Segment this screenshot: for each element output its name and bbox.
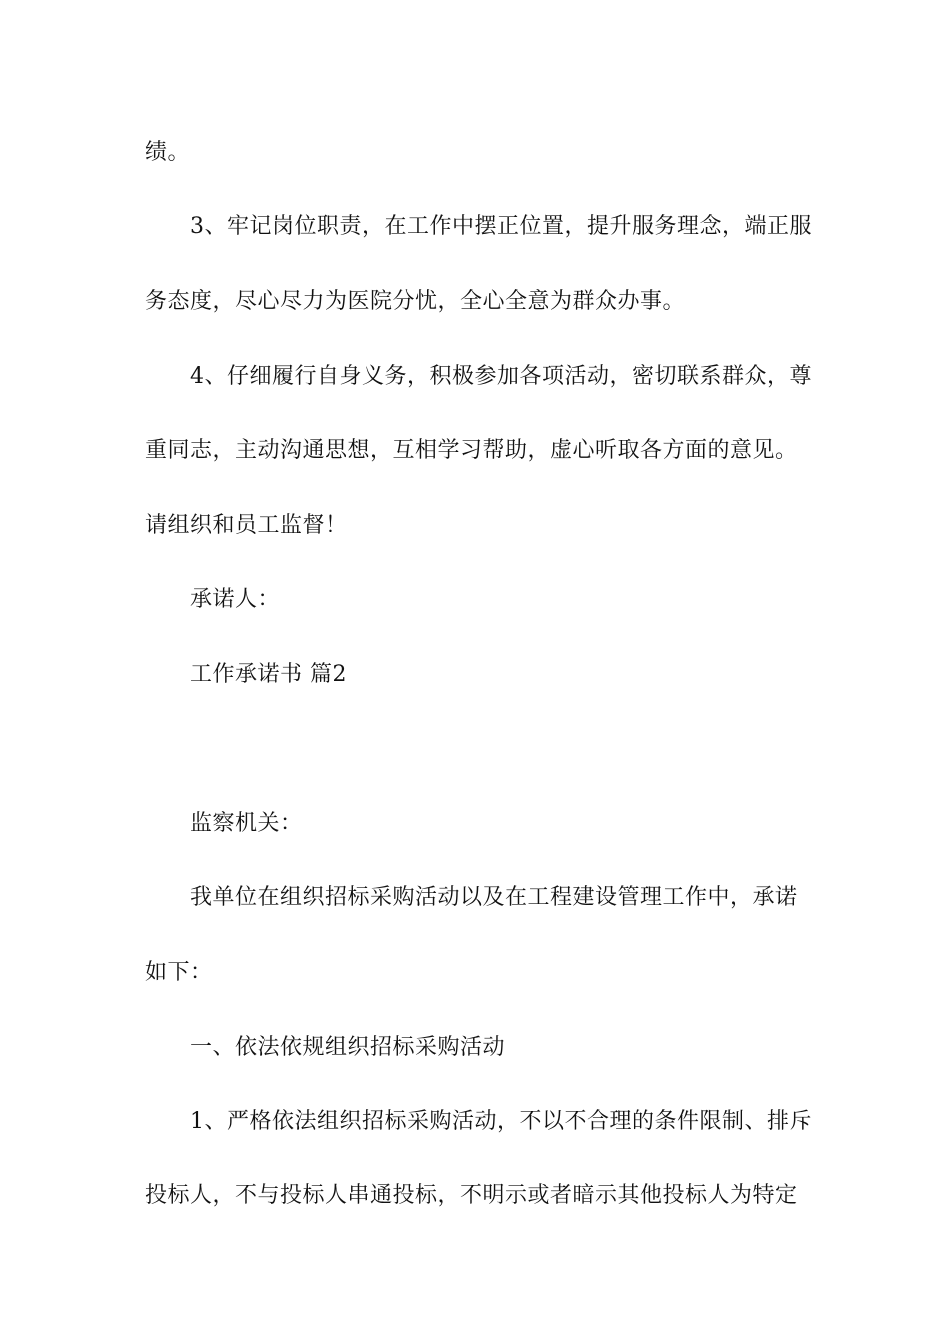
paragraph-line: 我单位在组织招标采购活动以及在工程建设管理工作中，承诺 — [190, 885, 798, 910]
section-title: 工作承诺书 篇2 — [190, 662, 347, 687]
paragraph-line: 3、牢记岗位职责，在工作中摆正位置，提升服务理念，端正服 — [190, 214, 812, 239]
paragraph-line: 投标人，不与投标人串通投标，不明示或者暗示其他投标人为特定 — [145, 1183, 798, 1208]
paragraph-line: 绩。 — [145, 140, 191, 165]
signature-label: 承诺人： — [190, 587, 281, 612]
paragraph-line: 重同志，主动沟通思想，互相学习帮助，虚心听取各方面的意见。 — [145, 438, 798, 463]
paragraph-line: 请组织和员工监督！ — [145, 513, 348, 538]
paragraph-line: 如下： — [145, 960, 213, 985]
paragraph-line: 4、仔细履行自身义务，积极参加各项活动，密切联系群众，尊 — [190, 364, 812, 389]
salutation: 监察机关： — [190, 811, 303, 836]
paragraph-line: 务态度，尽心尽力为医院分忧，全心全意为群众办事。 — [145, 289, 686, 314]
paragraph-line: 1、严格依法组织招标采购活动，不以不合理的条件限制、排斥 — [190, 1109, 812, 1134]
section-heading: 一、依法依规组织招标采购活动 — [190, 1035, 506, 1060]
